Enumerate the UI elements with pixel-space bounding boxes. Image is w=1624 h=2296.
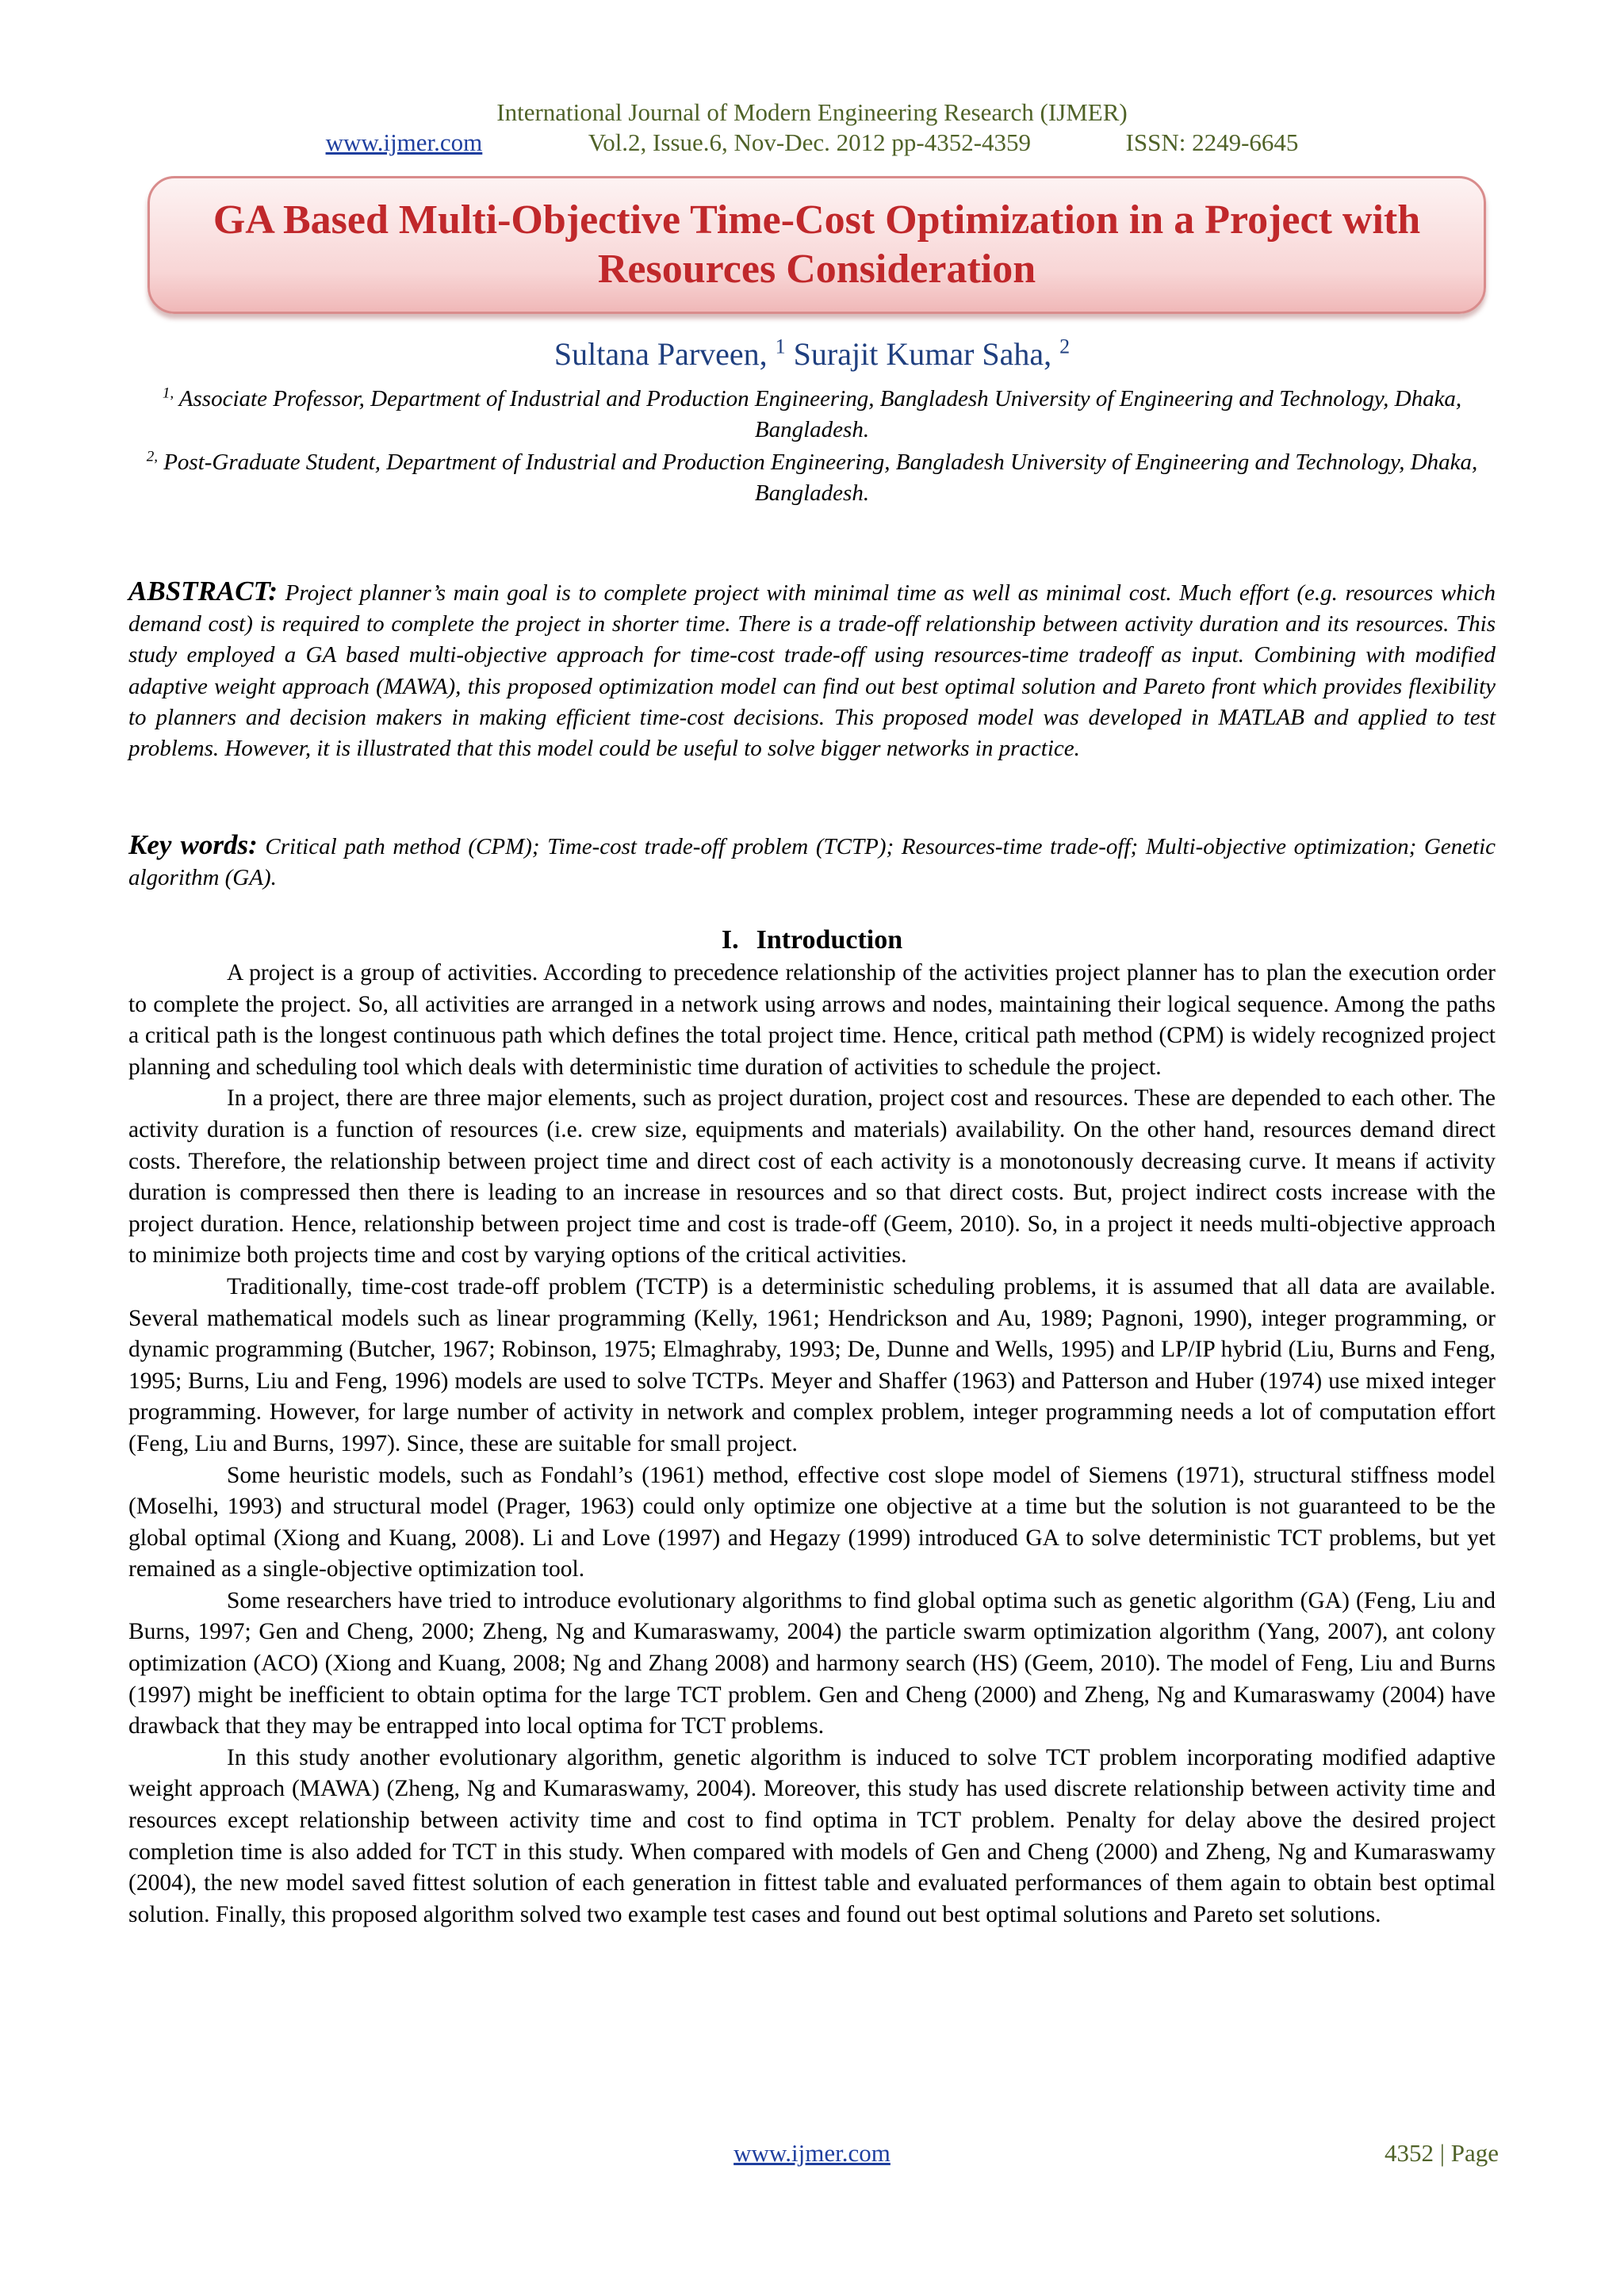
author-2-mark: 2 (1059, 335, 1071, 358)
paragraph: In a project, there are three major elements, such as project duration, project cost and resources. These are depended to each other. The activity duration is a function of resources (i.e. crew size, equipments and materials) availability. On the other hand, resources demand direct costs. Therefore, the relationship between project time and direct cost of each activity is a monotonously decreasing curve. It means if activity duration is compressed then there is leading to an increase in resources and so that direct costs. But, project indirect costs increase with the project duration. Hence, relationship between project time and cost is trade-off (Geem, 2010). So, in a project it needs multi-objective approach to minimize both projects time and cost by varying options of the critical activities. (128, 1085, 1496, 1269)
paragraph: In this study another evolutionary algorithm, genetic algorithm is induced to solve TCT problem incorporating modified adaptive weight approach (MAWA) (Zheng, Ng and Kumaraswamy, 2004). Moreover, this study has used discrete relationship between activity time and resources except relationship between activity time and cost to find optima in TCT problem. Penalty for delay above the desired project completion time is also added for TCT in this study. When compared with models of Gen and Cheng (2000) and Zheng, Ng and Kumaraswamy (2004), the new model saved fittest solution of each generation in fittest table and evaluated performances of them again to obtain best optimal solution. Finally, this proposed algorithm solved two example test cases and found out best optimal solutions and Pareto set solutions. (128, 1744, 1496, 1927)
paper-title: GA Based Multi-Objective Time-Cost Optimization in a Project with Resources Consideration (213, 197, 1421, 292)
journal-issn: ISSN: 2249-6645 (1125, 128, 1299, 156)
author-2: Surajit Kumar Saha, (793, 336, 1052, 372)
affiliation-1-text: Associate Professor, Department of Industrial and Production Engineering, Bangladesh University of Engineering and Technology, Dhaka, Bangladesh. (178, 386, 1462, 442)
introduction-body (128, 958, 1496, 1931)
section-number: I. (721, 925, 739, 955)
keywords-label: Key words: (128, 829, 258, 860)
author-1-mark: 1 (775, 335, 786, 358)
journal-url-link[interactable]: www.ijmer.com (325, 128, 483, 156)
author-line (0, 335, 1624, 374)
abstract-label: ABSTRACT: (128, 576, 278, 607)
paragraph: Some heuristic models, such as Fondahl’s (1961) method, effective cost slope model of Siemens (1971), structural stiffness model (Moselhi, 1993) and structural model (Prager, 1963) could only optimize one objective at a time but the solution is not guaranteed to be the global optimal (Xiong and Kuang, 2008). Li and Love (1997) and Hegazy (1999) introduced GA to solve deterministic TCT problems, but yet remained as a single-objective optimization tool. (128, 1462, 1496, 1582)
journal-volume: Vol.2, Issue.6, Nov-Dec. 2012 pp-4352-4359 (588, 128, 1032, 156)
journal-meta (0, 128, 1624, 157)
paragraph: Traditionally, time-cost trade-off problem (TCTP) is a deterministic scheduling problems, it is assumed that all data are available. Several mathematical models such as linear programming (Kelly, 1961; Hendrickson and Au, 1989; Pagnoni, 1990), integer programming, or dynamic programming (Butcher, 1967; Robinson, 1975; Elmaghraby, 1993; De, Dunne and Wells, 1995) and LP/IP hybrid (Liu, Burns and Feng, 1995; Burns, Liu and Feng, 1996) models are used to solve TCTPs. Meyer and Shaffer (1963) and Patterson and Huber (1974) use mixed integer programming. However, for large number of activity in network and complex problem, integer programming needs a lot of computation effort (Feng, Liu and Burns, 1997). Since, these are suitable for small project. (128, 1273, 1496, 1456)
section-heading (0, 924, 1624, 956)
affiliation-1-mark: 1, (162, 385, 174, 402)
section-title: Introduction (756, 925, 903, 955)
footer-url-row (0, 2139, 1624, 2168)
journal-name: International Journal of Modern Engineering Research (IJMER) (496, 98, 1128, 126)
paragraph: A project is a group of activities. According to precedence relationship of the activities project planner has to plan the execution order to complete the project. So, all activities are arranged in a network using arrows and nodes, maintaining their logical sequence. Among the paths a critical path is the longest continuous path which defines the total project time. Hence, critical path method (CPM) is widely recognized project planning and scheduling tool which deals with deterministic time duration of activities to schedule the project. (128, 960, 1496, 1080)
keywords (128, 829, 1496, 894)
title-banner (147, 176, 1486, 314)
author-1: Sultana Parveen, (553, 336, 768, 372)
affiliation-1 (143, 384, 1481, 446)
affiliation-2 (143, 447, 1481, 509)
abstract (128, 576, 1496, 764)
footer-url-link[interactable]: www.ijmer.com (733, 2139, 891, 2167)
page-number: 4352 | Page (1385, 2139, 1499, 2167)
affiliation-2-mark: 2, (146, 448, 158, 465)
abstract-text: Project planner’s main goal is to complete project with minimal time as well as minimal cost. Much effort (e.g. resources which demand cost) is required to complete the project in shorter time. There is a trade-off relationship between activity duration and its resources. This study employed a GA based multi-objective approach for time-cost trade-off using resources-time tradeoff as input. Combining with modified adaptive weight approach (MAWA), this proposed optimization model can find out best optimal solution and Pareto front which provides flexibility to planners and decision makers in making efficient time-cost decisions. This proposed model was developed in MATLAB and applied to test problems. However, it is illustrated that this model could be useful to solve bigger networks in practice. (128, 580, 1496, 762)
affiliation-2-text: Post-Graduate Student, Department of Industrial and Production Engineering, Bangladesh University of Engineering and Technology, Dhaka, Bangladesh. (163, 450, 1478, 506)
paragraph: Some researchers have tried to introduce evolutionary algorithms to find global optima such as genetic algorithm (GA) (Feng, Liu and Burns, 1997; Gen and Cheng, 2000; Zheng, Ng and Kumaraswamy, 2004) the particle swarm optimization algorithm (Yang, 2007), ant colony optimization (ACO) (Xiong and Kuang, 2008; Ng and Zhang 2008) and harmony search (HS) (Geem, 2010). The model of Feng, Liu and Burns (1997) might be inefficient to obtain optima for the large TCT problem. Gen and Cheng (2000) and Zheng, Ng and Kumaraswamy (2004) have drawback that they may be entrapped into local optima for TCT problems. (128, 1587, 1496, 1739)
keywords-text: Critical path method (CPM); Time-cost trade-off problem (TCTP); Resources-time trade-off; Multi-objective optimization; Genetic algorithm (GA). (128, 834, 1496, 891)
